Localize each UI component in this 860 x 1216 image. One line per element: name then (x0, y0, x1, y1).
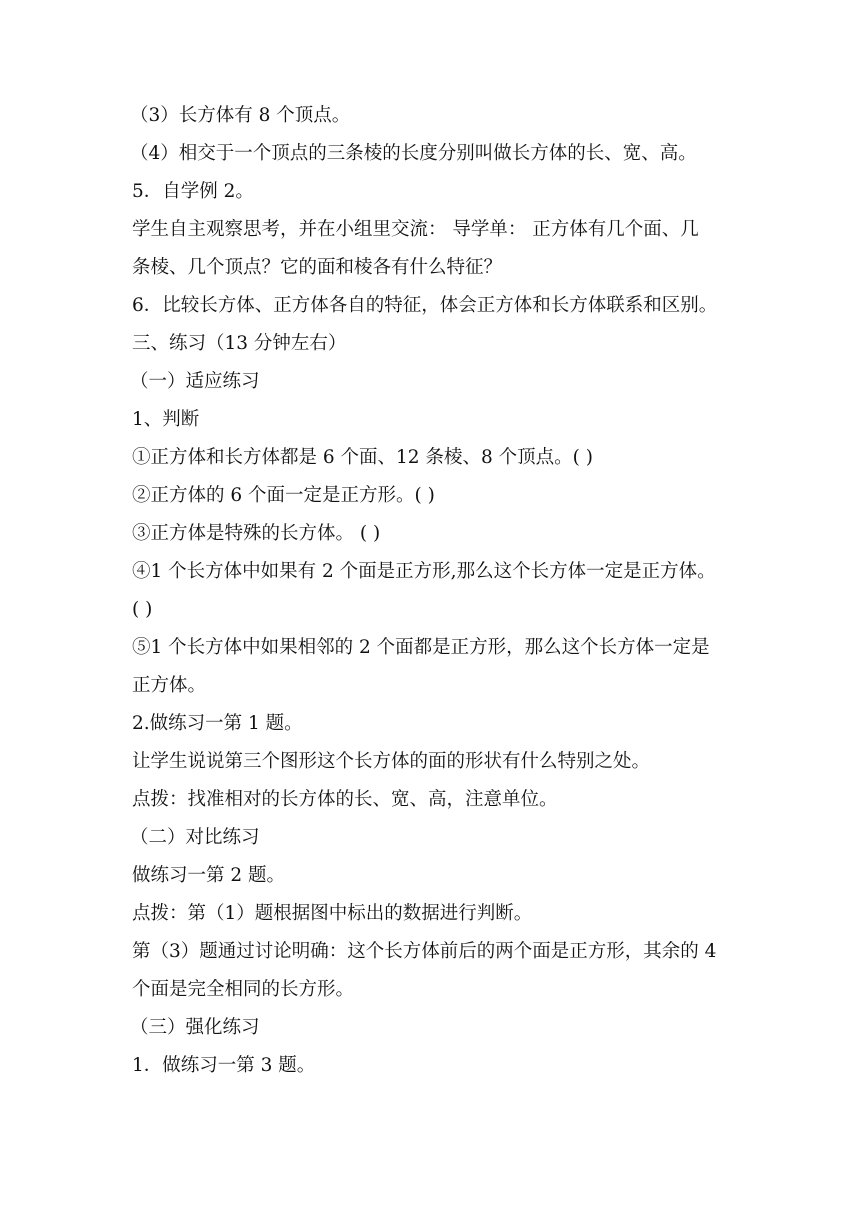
text-line: 1、判断 (132, 409, 200, 430)
text-line: 正方体。 (132, 675, 207, 696)
question-item: ③正方体是特殊的长方体。 ( ) (132, 523, 381, 544)
text-line: 点拨：第（1）题根据图中标出的数据进行判断。 (132, 903, 533, 924)
text-line: 第（3）题通过讨论明确：这个长方体前后的两个面是正方形，其余的 4 (132, 941, 717, 962)
text-line: 点拨：找准相对的长方体的长、宽、高，注意单位。 (132, 789, 558, 810)
text-line: （4）相交于一个顶点的三条棱的长度分别叫做长方体的长、宽、高。 (130, 143, 697, 164)
text-line: 做练习一第 2 题。 (132, 865, 286, 886)
question-item: ②正方体的 6 个面一定是正方形。( ) (132, 485, 435, 506)
subsection-heading: （三）强化练习 (130, 1017, 260, 1038)
text-line: 5．自学例 2。 (132, 181, 254, 202)
text-line: （3）长方体有 8 个顶点。 (130, 105, 351, 126)
text-line: 让学生说说第三个图形这个长方体的面的形状有什么特别之处。 (132, 751, 651, 772)
text-line: 6．比较长方体、正方体各自的特征，体会正方体和长方体联系和区别。 (132, 295, 718, 316)
subsection-heading: （二）对比练习 (130, 827, 260, 848)
question-item: ④1 个长方体中如果有 2 个面是正方形,那么这个长方体一定是正方体。 (132, 561, 716, 582)
text-line: 个面是完全相同的长方形。 (132, 979, 355, 1000)
text-line: 学生自主观察思考，并在小组里交流： 导学单： 正方体有几个面、几 (132, 219, 699, 240)
subsection-heading: （一）适应练习 (130, 371, 260, 392)
question-item: ⑤1 个长方体中如果相邻的 2 个面都是正方形，那么这个长方体一定是 (132, 637, 710, 658)
question-item: ①正方体和长方体都是 6 个面、12 条棱、8 个顶点。( ) (132, 447, 593, 468)
text-line: 1．做练习一第 3 题。 (132, 1055, 316, 1076)
text-line: ( ) (132, 599, 153, 620)
text-line: 条棱、几个顶点？它的面和棱各有什么特征？ (132, 257, 503, 278)
text-line: 2.做练习一第 1 题。 (132, 713, 303, 734)
section-heading: 三、练习（13 分钟左右） (132, 333, 347, 354)
